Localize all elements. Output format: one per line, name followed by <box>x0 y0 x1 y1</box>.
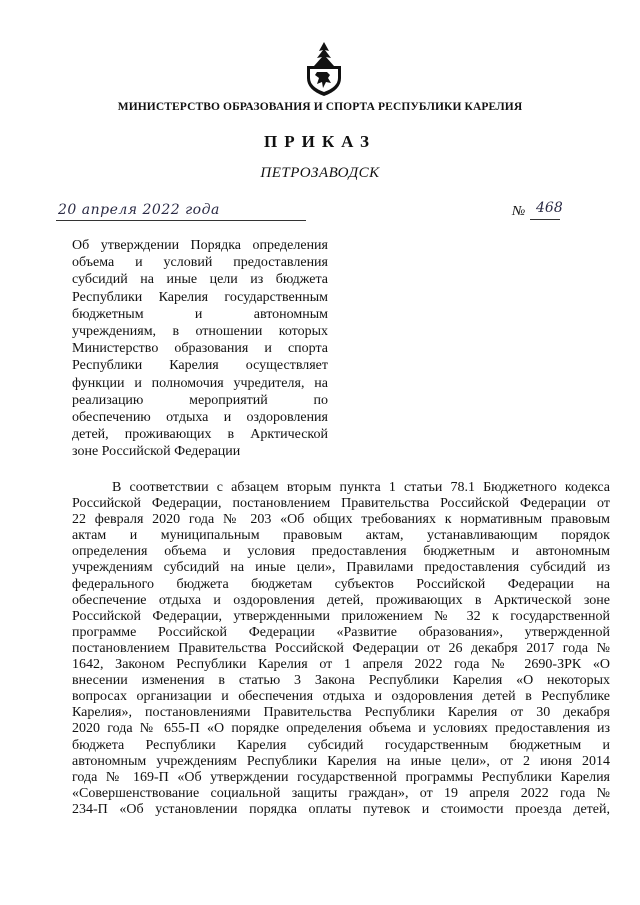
body-line: 1642, Законом Республики Карелия от 1 апреля 2022 года № 2690-ЗРК «О <box>72 657 610 673</box>
body-line: федерального бюджета бюджетам субъектов Российской Федерации на <box>72 576 610 592</box>
body-line: 22 февраля 2020 года № 203 «Об общих требованиях к нормативным правовым <box>72 512 610 528</box>
order-preamble <box>72 480 610 818</box>
subject-line: реализацию мероприятий по <box>72 392 328 408</box>
subject-line: функции и полномочия учредителя, на <box>72 375 328 391</box>
body-line: определения объема и условия предоставления бюджетным и автономным <box>72 544 610 560</box>
number-label: № <box>512 204 526 219</box>
body-line: 2020 года № 655-П «О порядке определения объема и условиях предоставления из <box>72 721 610 737</box>
body-line: вопросах организации и обеспечения отдыха и оздоровления детей в Республике <box>72 689 610 705</box>
subject-line: субсидий на иные цели из бюджета <box>72 272 328 288</box>
body-line: постановлением Правительства Российской Федерации от 26 декабря 2017 года № <box>72 640 610 656</box>
subject-line: детей, проживающих в Арктической <box>72 427 328 443</box>
subject-line: Министерство образования и спорта <box>72 341 328 357</box>
body-line: обеспечение отдыха и оздоровления детей, проживающих в Арктической зоне <box>72 592 610 608</box>
subject-line: зоне Российской Федерации <box>72 444 241 460</box>
number-underline <box>530 219 560 220</box>
handwritten-number: 468 <box>536 200 563 216</box>
subject-line: Об утверждении Порядка определения <box>72 238 328 253</box>
city-name: ПЕТРОЗАВОДСК <box>260 165 380 181</box>
document-type-title: ПРИКАЗ <box>264 132 376 151</box>
body-line: Российской Федерации, постановлением Правительства Российской Федерации от <box>72 496 610 512</box>
body-line: автономным учреждениям Республики Карелия на иные цели», от 2 июня 2014 <box>72 753 610 769</box>
body-line: учреждениям субсидий на иные цели», Правилами предоставления субсидий из <box>72 560 610 576</box>
body-line: Карелия», постановлениями Правительства Республики Карелия от 30 декабря <box>72 705 610 721</box>
subject-line: бюджетным и автономным <box>72 306 328 322</box>
subject-line: объема и условий предоставления <box>72 255 328 271</box>
ministry-name: МИНИСТЕРСТВО ОБРАЗОВАНИЯ И СПОРТА РЕСПУБЛИКИ КАРЕЛИЯ <box>117 101 523 113</box>
order-subject <box>72 237 328 460</box>
body-line: года № 169-П «Об утверждении государственной программы Республики Карелия <box>72 769 610 785</box>
handwritten-date: 20 апреля 2022 года <box>58 202 220 218</box>
subject-line: обеспечению отдыха и оздоровления <box>72 409 328 425</box>
body-line: программе Российской Федерации «Развитие образования», утвержденной <box>72 624 610 640</box>
body-line: внесении изменения в статью 3 Закона Республики Карелия «О некоторых <box>72 673 610 689</box>
body-line: актам и муниципальным правовым актам, устанавливающим порядок <box>72 528 610 544</box>
body-line: Российской Федерации, утвержденными приложением № 32 к государственной <box>72 608 610 624</box>
body-line: 234-П «Об установлении порядка оплаты путевок и стоимости проезда детей, <box>72 801 610 817</box>
body-line: бюджета Республики Карелия субсидий государственным бюджетным и <box>72 737 610 753</box>
date-underline <box>56 220 306 221</box>
subject-line: Республики Карелия осуществляет <box>72 358 328 374</box>
subject-line: Республики Карелия государственным <box>72 289 328 305</box>
subject-line: учреждениям, в отношении которых <box>72 323 328 339</box>
body-line: В соответствии с абзацем вторым пункта 1 статьи 78.1 Бюджетного кодекса <box>112 480 610 495</box>
body-line: «Совершенствование социальной защиты граждан», от 19 апреля 2022 года № <box>72 785 610 801</box>
karelia-coat-of-arms-icon <box>301 42 347 96</box>
